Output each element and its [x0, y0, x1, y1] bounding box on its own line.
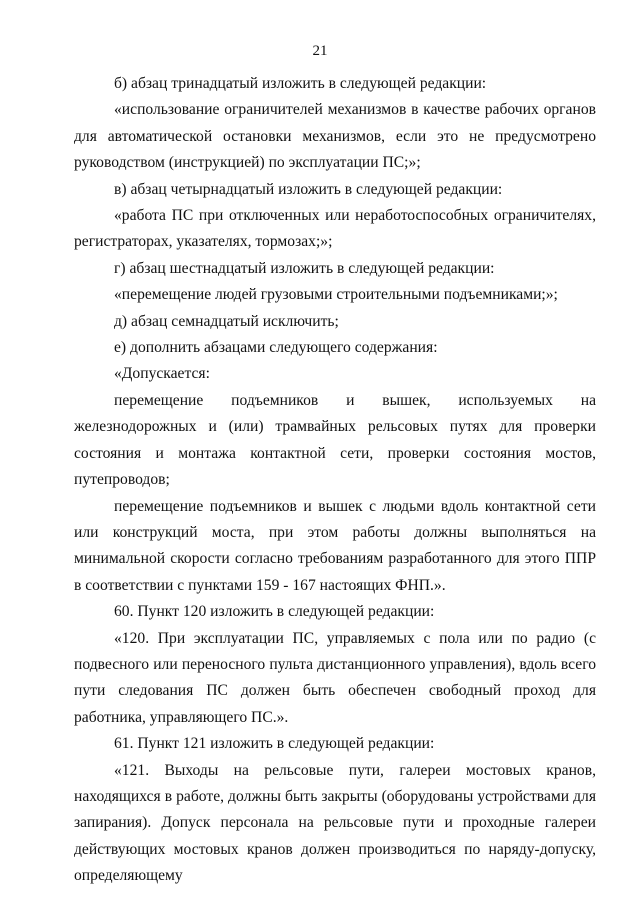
paragraph-g: г) абзац шестнадцатый изложить в следующей редакции: — [114, 259, 495, 277]
paragraph-item-120: «120. При эксплуатации ПС, управляемых с пола или по радио (с подвесного или переносного пульта дистанционного управления), вдоль всего пути следования ПС должен быть обеспечен свободный проход для работника, управляющего ПС.». — [74, 629, 596, 726]
paragraph-item-61: 61. Пункт 121 изложить в следующей редакции: — [114, 735, 435, 753]
document-body — [74, 71, 596, 890]
paragraph-b-quote: «использование ограничителей механизмов в качестве рабочих органов для автоматической остановки механизмов, если это не предусмотрено руководством (инструкцией) по эксплуатации ПС;»; — [74, 101, 596, 172]
paragraph-v: в) абзац четырнадцатый изложить в следующей редакции: — [114, 180, 503, 198]
paragraph-b: б) абзац тринадцатый изложить в следующей редакции: — [114, 75, 487, 92]
page-number: 21 — [312, 43, 328, 59]
paragraph-moving-lifts: перемещение подъемников и вышек, используемых на железнодорожных и (или) трамвайных рельсовых путях для проверки состояния и монтажа контактной сети, проверки состояния мостов, путепроводов; — [74, 391, 596, 489]
paragraph-item-121: «121. Выходы на рельсовые пути, галереи мостовых кранов, находящихся в работе, должны быть закрыты (оборудованы устройствами для запирания). Допуск персонала на рельсовые пути и проходные галереи действующих мостовых кранов должен производиться по наряду-допуску, определяющему — [74, 761, 596, 885]
paragraph-item-60: 60. Пункт 120 изложить в следующей редакции: — [114, 603, 435, 621]
paragraph-d: д) абзац семнадцатый исключить; — [114, 312, 339, 330]
paragraph-g-quote: «перемещение людей грузовыми строительными подъемниками;»; — [114, 286, 558, 304]
paragraph-v-quote: «работа ПС при отключенных или неработоспособных ограничителях, регистраторах, указателях, тормозах;»; — [74, 207, 596, 251]
paragraph-e: е) дополнить абзацами следующего содержания: — [114, 339, 438, 357]
paragraph-allowed: «Допускается: — [114, 365, 210, 383]
paragraph-moving-lifts-people: перемещение подъемников и вышек с людьми вдоль контактной сети или конструкций моста, при этом работы должны выполняться на минимальной скорости согласно требованиям разработанного для этого ППР в соответствии с пунктами 159 - 167 настоящих ФНП.». — [74, 497, 596, 594]
